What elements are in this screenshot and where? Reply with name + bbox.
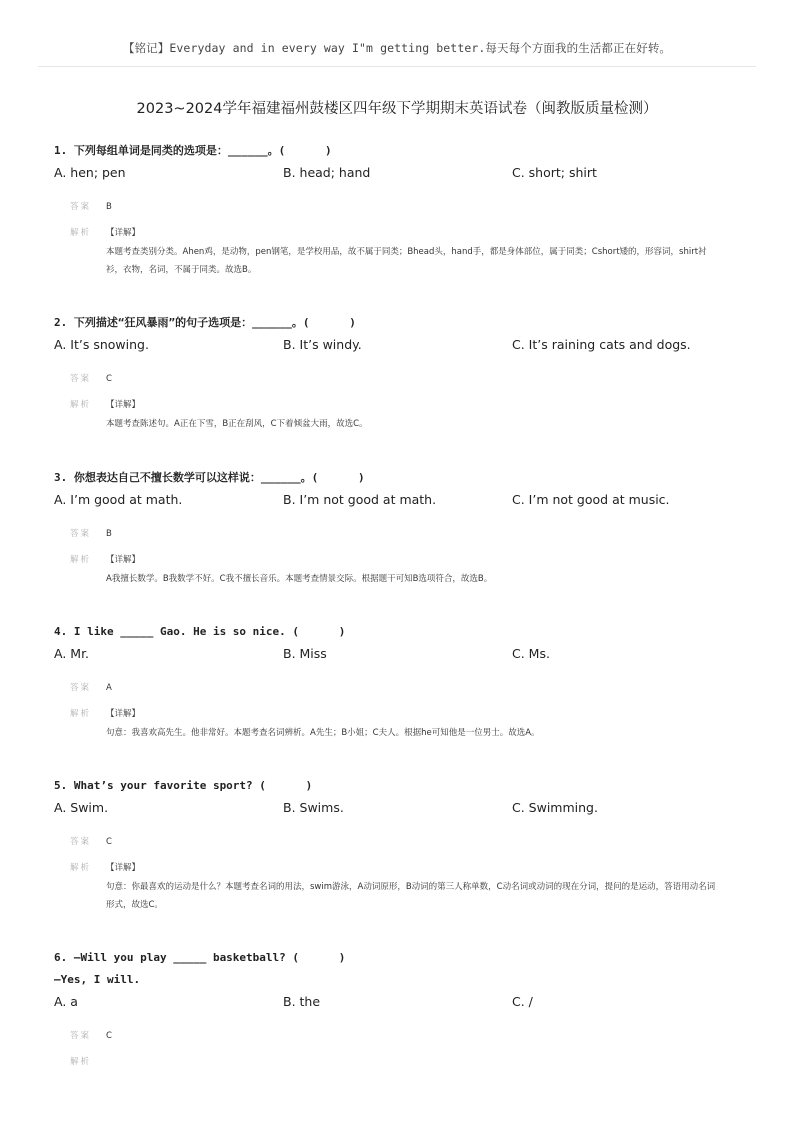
option-b: B. Miss [283,646,327,661]
option-a: A. It’s snowing. [54,337,149,352]
answer-row [54,524,754,544]
analysis-row [54,550,754,570]
explanation-text: 句意：你最喜欢的运动是什么？本题考查名词的用法，swim游泳，A动词原形，B动词的第三人称单数，C动名词或动词的现在分词，提问的是运动，答语用动名词形式，故选C。 [106,882,716,910]
question-6 [54,947,754,1072]
question-5 [54,775,754,914]
options-row [54,991,754,1013]
analysis-label: 解析 [70,555,92,565]
answer-row [54,369,754,389]
analysis-row [54,704,754,724]
question-2 [54,312,754,433]
options-row [54,643,754,665]
answer-label: 答案 [70,1031,92,1041]
option-b: B. It’s windy. [283,337,362,352]
option-a: A. a [54,994,78,1009]
motto-header: 【铭记】Everyday and in every way I"m getting better.每天每个方面我的生活都正在好转。 [122,41,672,55]
detail-tag: 【详解】 [106,400,141,410]
answer-label: 答案 [70,202,92,212]
header-divider [38,66,756,67]
page-title: 2023~2024学年福建福州鼓楼区四年级下学期期末英语试卷（闽教版质量检测） [136,101,658,117]
option-b: B. I’m not good at math. [283,492,437,507]
options-row [54,334,754,356]
option-b: B. head; hand [283,165,371,180]
explanation-text: A我擅长数学。B我数学不好。C我不擅长音乐。本题考查情景交际。根据题干可知B选项符合，故选B。 [106,574,493,584]
answer-row [54,1026,754,1046]
answer-value: B [106,529,112,539]
option-c: C. I’m not good at music. [512,492,670,507]
explanation-text: 本题考查类别分类。Ahen鸡，是动物，pen钢笔，是学校用品，故不属于同类；Bhead头，hand手，都是身体部位，属于同类；Cshort矮的，形容词，shirt衬衫，衣物，名词，不属于同类。故选B。 [106,247,707,275]
question-stem: 4. I like _____ Gao. He is so nice. ( ) [54,625,346,638]
option-b: B. the [283,994,321,1009]
question-4 [54,621,754,742]
answer-row [54,832,754,852]
option-c: C. It’s raining cats and dogs. [512,337,691,352]
answer-label: 答案 [70,374,92,384]
question-1 [54,140,754,279]
analysis-row [54,1052,754,1072]
option-a: A. Swim. [54,800,109,815]
option-b: B. Swims. [283,800,344,815]
answer-label: 答案 [70,683,92,693]
analysis-label: 解析 [70,400,92,410]
question-stem: 1. 下列每组单词是同类的选项是：______。( ) [54,144,332,157]
analysis-label: 解析 [70,863,92,873]
question-stem: 5. What’s your favorite sport? ( ) [54,779,313,792]
analysis-row [54,858,754,878]
option-a: A. hen; pen [54,165,126,180]
detail-tag: 【详解】 [106,863,141,873]
analysis-row [54,395,754,415]
analysis-row [54,223,754,243]
options-row [54,797,754,819]
options-row [54,489,754,511]
answer-value: C [106,1031,112,1041]
option-c: C. Swimming. [512,800,598,815]
explanation-text: 本题考查陈述句。A正在下雪，B正在刮风，C下着倾盆大雨，故选C。 [106,419,368,429]
option-c: C. Ms. [512,646,550,661]
option-a: A. I’m good at math. [54,492,183,507]
answer-value: A [106,683,112,693]
answer-value: C [106,374,112,384]
detail-tag: 【详解】 [106,555,141,565]
question-stem: 6. —Will you play _____ basketball? ( ) —Yes, I will. [54,951,346,986]
option-c: C. short; shirt [512,165,597,180]
answer-value: B [106,202,112,212]
option-a: A. Mr. [54,646,90,661]
answer-label: 答案 [70,529,92,539]
detail-tag: 【详解】 [106,709,141,719]
question-3 [54,467,754,588]
analysis-label: 解析 [70,1057,92,1067]
answer-row [54,678,754,698]
question-stem: 3. 你想表达自己不擅长数学可以这样说：______。( ) [54,471,365,484]
detail-tag: 【详解】 [106,228,141,238]
answer-label: 答案 [70,837,92,847]
question-stem: 2. 下列描述“狂风暴雨”的句子选项是：______。( ) [54,316,356,329]
option-c: C. / [512,994,533,1009]
explanation-text: 句意：我喜欢高先生。他非常好。本题考查名词辨析。A先生；B小姐；C夫人。根据he可知他是一位男士。故选A。 [106,728,540,738]
options-row [54,162,754,184]
answer-value: C [106,837,112,847]
analysis-label: 解析 [70,228,92,238]
answer-row [54,197,754,217]
analysis-label: 解析 [70,709,92,719]
